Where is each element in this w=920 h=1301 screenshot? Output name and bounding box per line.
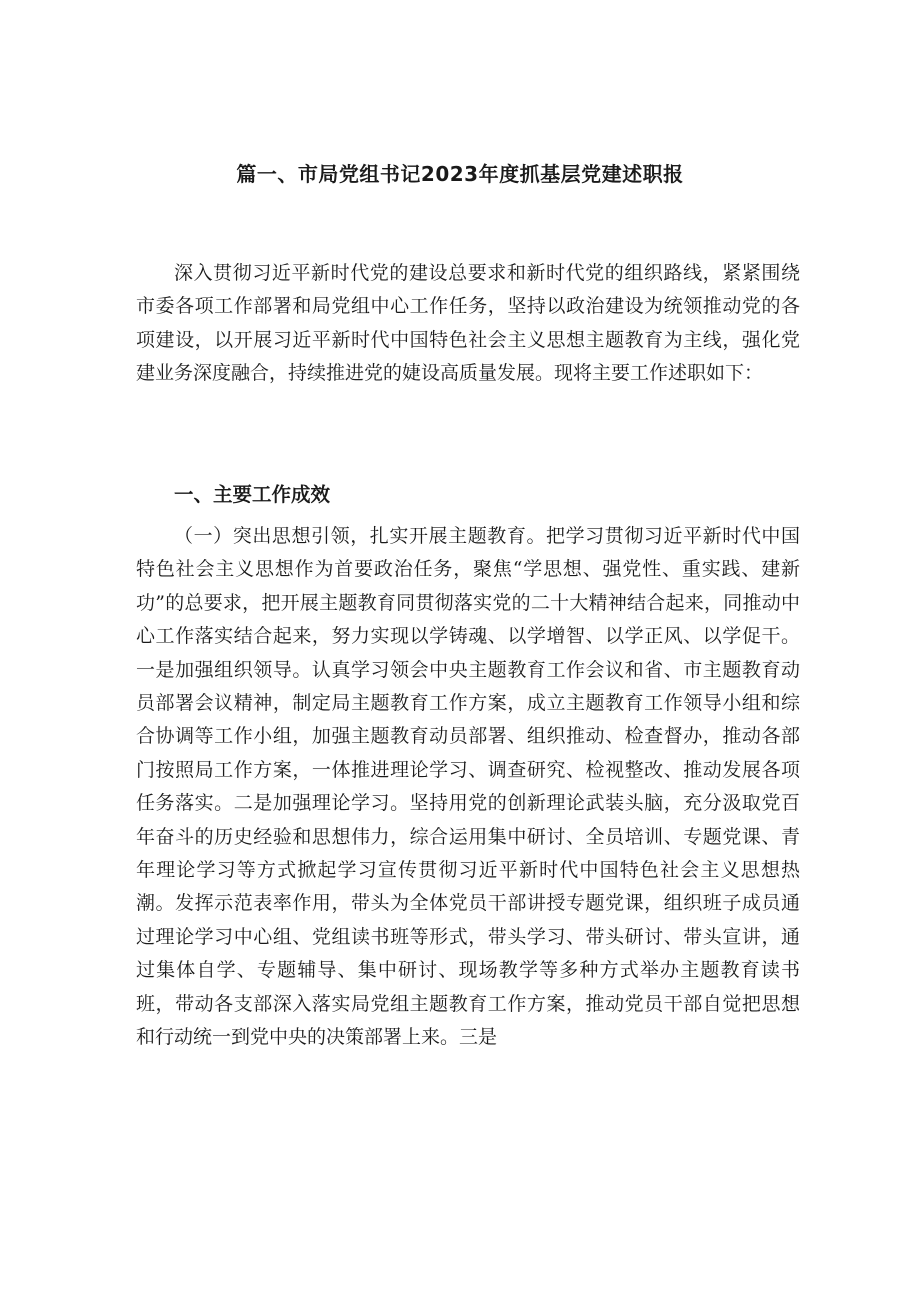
document-title: 篇一、市局党组书记2023年度抓基层党建述职报: [236, 162, 684, 186]
intro-paragraph: 深入贯彻习近平新时代党的建设总要求和新时代党的组织路线，紧紧围绕市委各项工作部署和局党组中心工作任务，坚持以政治建设为统领推动党的各项建设，以开展习近平新时代中国特色社会主义思想主题教育为主线，强化党建业务深度融合，持续推进党的婕设高质量发展。现将主要工作述职如下：: [136, 262, 800, 385]
section-heading: 一、主要工作成效: [174, 483, 331, 506]
section-paragraph: （一）突出思想引领，扎实开展主题教育。把学习贯彻习近平新时代中国特色社会主义思想作为首要政治任务，聚焦“学思想、强党性、重实践、建新功”的总要求，把开展主题教育同贯彻落实党的二十大精神结合起来，同推动中心工作落实结合起来，努力实现以学铸魂、以学增智、以学正风、以学促干。一是加强组织领导。认真学习领会中央主题教育工作会议和省、市主题教育动员部署会议精神，制定局主题教育工作方案，成立主题教育工作领导小组和综合协调等工作小组，加强主题教育动员部署、组织推动、检查督办，推动各部门按照局工作方案，一体推进理论学习、调查研究、检视整改、推动发展各项任务落实。二是加强理论学习。坚持用党的创新理论武装头脑，充分汲取党百年奋斗的历史经验和思想伟力，综合运用集中研讨、全员培训、专题党课、青年理论学习等方式掀起学习宣传贯彻习近平新时代中国特色社会主义思想热潮。发挥示范表率作用，带头为全体党员干部讲授专题党课，组织班子成员通过理论学习中心组、党组读书班等形式，带头学习、带头研讨、带头宣讲，通过集体自学、专题辅导、集中研讨、现场教学等多种方式举办主题教育读书班，带动各支部深入落实局党组主题教育工作方案，推动党员干部自觉把思想和行动统一到党中央的决策部署上来。三是: [136, 525, 800, 1049]
